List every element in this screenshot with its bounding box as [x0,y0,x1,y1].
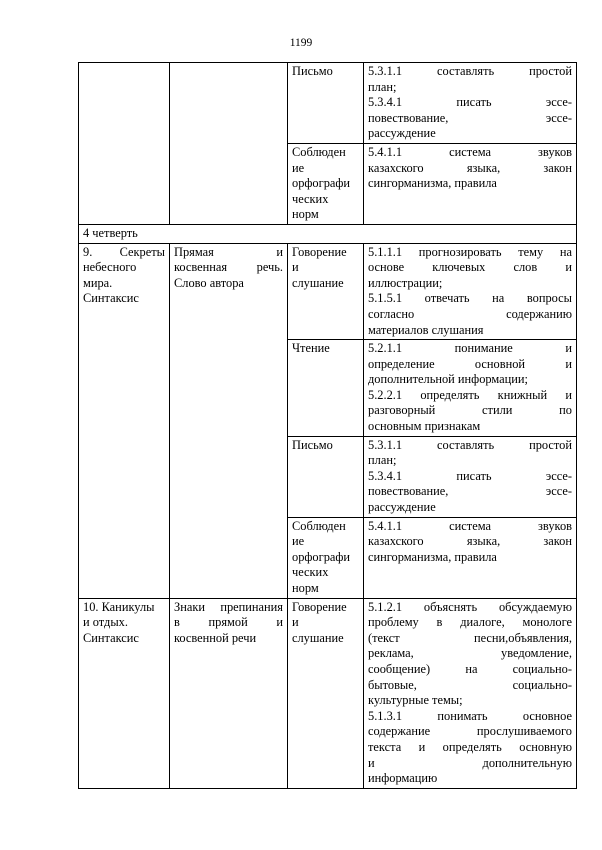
text-line: 5.4.1.1 система звуков [368,144,572,159]
objectives-cell [364,598,577,788]
objective [368,341,572,388]
page-number: 1199 [289,37,313,49]
text-line: сообщение) на социально- [368,661,572,676]
text-line: 5.1.5.1 отвечать на вопросы [368,291,572,306]
text-line: сингорманизма, правила [368,176,497,191]
text-line: слушание [292,630,344,645]
text-line: и [292,615,299,630]
text-line: разговорный стили по [368,403,572,418]
objective [368,469,572,516]
text-line: 5.2.1.1 понимание и [368,341,572,356]
text-line: орфографи [292,549,351,564]
text-line: норм [292,581,319,595]
text-line: 9. Секреты [83,244,165,259]
table-row [79,243,577,340]
text-line: Письмо [292,437,333,452]
text-line: косвенной речи [174,630,257,645]
text-line: ие [292,534,305,549]
topic-cell [170,598,288,788]
curriculum-table [78,62,577,789]
objective [368,438,572,469]
text-line: 5.1.2.1 объяснять обсуждаемую [368,599,572,614]
text-line: 5.3.4.1 писать эссе- [368,95,572,110]
text-line: Прямая и [174,244,283,259]
topic-cell [170,243,288,598]
table-row [79,63,577,144]
objectives-cell [364,436,577,517]
text-line: и отдых. [83,615,128,630]
text-line: орфографи [292,176,351,191]
skill-cell [288,63,364,144]
theme-cell [79,243,170,598]
text-line: мира. [83,275,113,290]
text-line: повествование, эссе- [368,110,572,125]
text-line: Соблюден [292,144,346,159]
text-line: (текст песни,объявления, [368,630,572,645]
text-line: Синтаксис [83,291,139,306]
skill-cell [288,598,364,788]
objectives-cell [364,143,577,224]
skill-cell [288,143,364,224]
table-row [79,598,577,788]
text-line: Слово автора [174,275,244,290]
objective [368,600,572,709]
text-line: 10. Каникулы [83,599,155,614]
text-line: проблему в диалоге, монологе [368,615,572,630]
objectives-cell [364,517,577,598]
text-line: план; [368,453,397,468]
text-line: Соблюден [292,518,346,533]
skill-cell [288,243,364,340]
text-line: Письмо [292,64,333,78]
objectives-cell [364,63,577,144]
text-line: 5.3.1.1 составлять простой [368,437,572,452]
text-line: бытовые, социально- [368,677,572,692]
text-line: текста и определять основную [368,739,572,754]
text-line: косвенная речь. [174,260,283,275]
text-line: норм [292,207,319,222]
text-line: Говорение [292,599,347,614]
objective [368,95,572,142]
objective [368,519,572,566]
text-line: сингорманизма, правила [368,549,497,564]
text-line: ие [292,160,305,175]
objectives-cell [364,243,577,340]
objective [368,291,572,338]
text-line: Чтение [292,341,330,356]
text-line: Знаки препинания [174,599,283,614]
skill-cell [288,517,364,598]
objectives-cell [364,340,577,437]
skill-cell [288,340,364,437]
text-line: 5.1.1.1 прогнозировать тему на [368,244,572,259]
text-line: 5.2.2.1 определять книжный и [368,387,572,402]
text-line: Синтаксис [83,630,139,645]
text-line: повествование, эссе- [368,484,572,499]
quarter-row [79,224,577,243]
theme-cell [79,598,170,788]
text-line: основе ключевых слов и [368,260,572,275]
text-line: и дополнительную [368,755,572,770]
text-line: согласно содержанию [368,306,572,321]
text-line: основным признакам [368,419,481,434]
theme-cell [79,63,170,225]
text-line: в прямой и [174,615,283,630]
text-line: реклама, уведомление, [368,646,572,661]
objective [368,145,572,192]
text-line: план; [368,79,397,94]
text-line: казахского языка, закон [368,160,572,175]
text-line: культурные темы; [368,693,463,708]
objective [368,64,572,95]
objective [368,245,572,292]
text-line: содержание прослушиваемого [368,724,572,739]
text-line: определение основной и [368,356,572,371]
text-line: и [292,260,299,275]
text-line: информацию [368,771,438,786]
quarter-label: 4 четверть [79,224,577,243]
text-line: 5.1.3.1 понимать основное [368,708,572,723]
objective [368,709,572,787]
text-line: иллюстрации; [368,275,443,290]
text-line: ческих [292,565,329,580]
text-line: казахского языка, закон [368,534,572,549]
text-line: слушание [292,275,344,290]
text-line: рассуждение [368,500,436,515]
text-line: небесного [83,260,137,275]
topic-cell [170,63,288,225]
text-line: 5.3.4.1 писать эссе- [368,468,572,483]
text-line: 5.3.1.1 составлять простой [368,64,572,78]
text-line: Говорение [292,244,347,259]
text-line: рассуждение [368,126,436,141]
text-line: ческих [292,191,329,206]
text-line: дополнительной информации; [368,372,528,387]
skill-cell [288,436,364,517]
text-line: 5.4.1.1 система звуков [368,518,572,533]
objective [368,388,572,435]
text-line: материалов слушания [368,322,484,337]
